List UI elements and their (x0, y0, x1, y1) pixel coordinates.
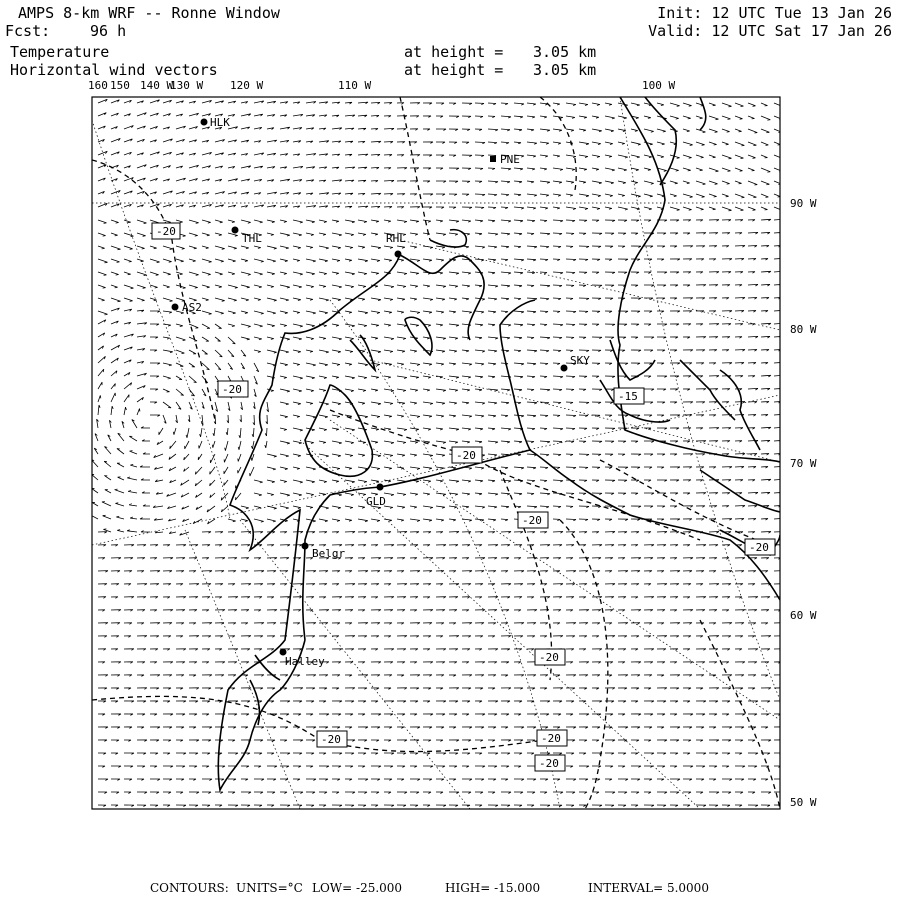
right-axis-label-2: 70 W (790, 457, 817, 470)
station-hlk (201, 116, 231, 129)
svg-text:-20: -20 (541, 732, 561, 745)
station-pne (490, 153, 520, 166)
contour-label (152, 223, 180, 239)
height-1-label: at height = (404, 43, 504, 61)
svg-text:THL: THL (242, 232, 262, 245)
right-axis-label-0: 90 W (790, 197, 817, 210)
svg-text:Halley: Halley (285, 655, 325, 668)
height-2-value: 3.05 km (533, 61, 597, 79)
svg-text:-20: -20 (522, 514, 542, 527)
svg-text:-20: -20 (749, 541, 769, 554)
field-1-name: Temperature (10, 43, 110, 61)
wind-vector-field (89, 99, 784, 806)
contour-label (537, 730, 567, 746)
svg-text:-20: -20 (456, 449, 476, 462)
top-axis-label-1: 150 (110, 79, 130, 92)
station-rhl (386, 232, 406, 258)
svg-text:PNE: PNE (500, 153, 520, 166)
svg-text:-20: -20 (156, 225, 176, 238)
contour-label (535, 755, 565, 771)
right-axis-label-4: 50 W (790, 796, 817, 809)
top-axis-label-3: 130 W (170, 79, 204, 92)
top-axis-label-6: 100 W (642, 79, 676, 92)
svg-text:GLD: GLD (366, 495, 386, 508)
right-axis-label-3: 60 W (790, 609, 817, 622)
svg-text:Belgr: Belgr (312, 547, 346, 560)
svg-text:-15: -15 (618, 390, 638, 403)
contour-label (317, 731, 347, 747)
top-axis-label-5: 110 W (338, 79, 372, 92)
footer-contours: CONTOURS: (150, 881, 229, 895)
svg-text:-20: -20 (222, 383, 242, 396)
contour-label (518, 512, 548, 528)
wind-vectors (89, 99, 784, 806)
footer-high: HIGH= -15.000 (445, 881, 541, 895)
svg-text:SKY: SKY (570, 354, 590, 367)
contour-label (535, 649, 565, 665)
height-2-label: at height = (404, 61, 504, 79)
svg-text:AS2: AS2 (182, 301, 202, 314)
footer-interval: INTERVAL= 5.0000 (588, 881, 709, 895)
right-axis-label-1: 80 W (790, 323, 817, 336)
svg-text:RHL: RHL (386, 232, 406, 245)
contour-label (452, 447, 482, 463)
temperature-contours (92, 97, 780, 809)
svg-text:-20: -20 (539, 757, 559, 770)
footer-low: LOW= -25.000 (312, 881, 403, 895)
contour-label (614, 388, 644, 404)
height-1-value: 3.05 km (533, 43, 597, 61)
contour-label (745, 539, 775, 555)
station-sky (561, 354, 591, 372)
station-as2 (172, 301, 202, 314)
map-frame (92, 97, 780, 809)
forecast-label: Fcst: (5, 22, 51, 40)
footer-units: UNITS=°C (236, 881, 303, 895)
contour-labels (152, 223, 775, 771)
top-axis-label-2: 140 W (140, 79, 174, 92)
valid-time: Valid: 12 UTC Sat 17 Jan 26 (648, 22, 892, 40)
coastlines (218, 97, 780, 790)
graticule (92, 97, 780, 809)
top-axis-label-4: 120 W (230, 79, 264, 92)
init-time: Init: 12 UTC Tue 13 Jan 26 (657, 4, 892, 22)
forecast-value: 96 h (90, 22, 127, 40)
field-2-name: Horizontal wind vectors (10, 61, 218, 79)
svg-text:HLK: HLK (210, 116, 230, 129)
svg-text:-20: -20 (539, 651, 559, 664)
svg-text:-20: -20 (321, 733, 341, 746)
top-axis-label-0: 160 (88, 79, 108, 92)
model-title: AMPS 8-km WRF -- Ronne Window (18, 4, 280, 22)
contour-label (218, 381, 248, 397)
